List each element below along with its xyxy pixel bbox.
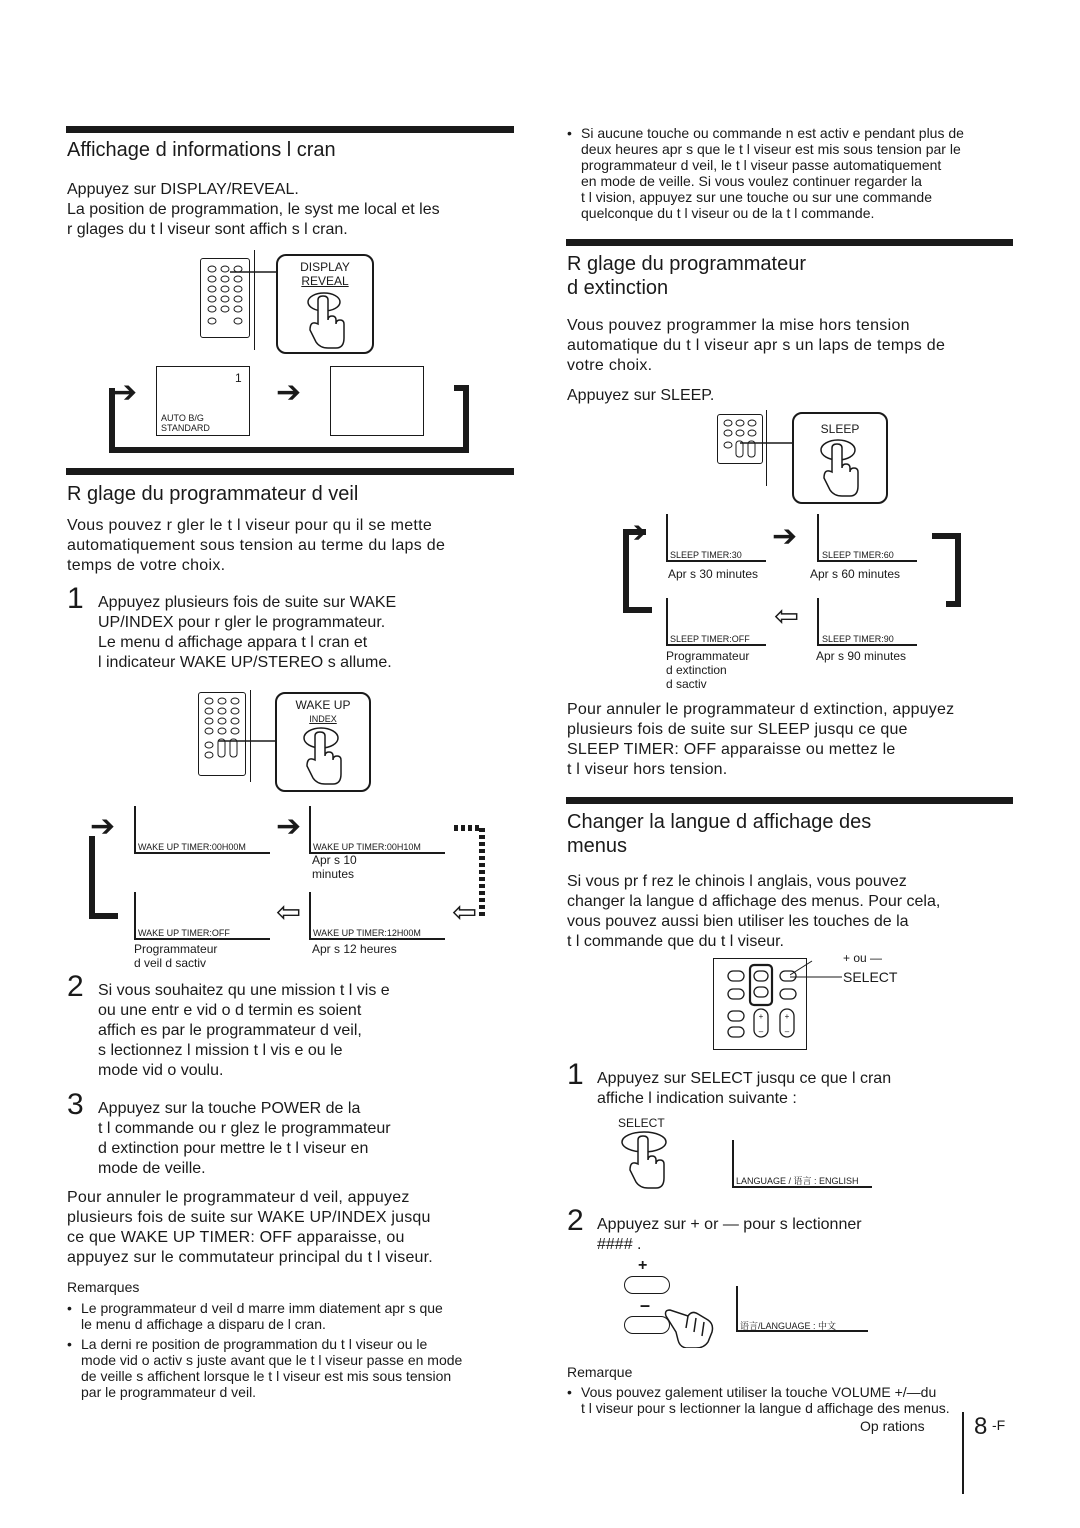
arrow-left-icon: ⇦ [276, 896, 302, 929]
footer-divider [962, 1412, 964, 1494]
pressing-hand-icon [816, 438, 866, 500]
timer-screen-base [134, 938, 270, 940]
section-rule [66, 126, 514, 133]
language-label: 语言/LANGUAGE : 中文 [740, 1321, 837, 1331]
timer-screen [134, 806, 136, 854]
svg-text:–: – [758, 1027, 764, 1036]
minus-sign: – [640, 1295, 651, 1315]
remote-illustration [198, 692, 246, 776]
page-suffix: -F [992, 1417, 1006, 1433]
arrow-right-icon: ➔ [276, 810, 302, 843]
footer-section-name: Op rations [860, 1418, 925, 1434]
timer-caption: Programmateur d extinction d sactiv [666, 649, 750, 691]
timer-screen-base [666, 644, 766, 646]
arrow-right-icon: ➔ [276, 376, 302, 409]
note-item: • Si aucune touche ou commande n est activ e pendant plus de deux heures apr s que le t l viseur est mis sous tension par le programmateur d veil, le t l viseur passe automatiquement en mode de veille. Si vous voulez continuer regarder la t l vision, appuyez sur une touche ou sur une commande quelconque du t l viseur ou de la t l commande. [567, 125, 964, 221]
tv-screen-blank [330, 366, 424, 436]
display-reveal-button-illustration: DISPLAY REVEAL [276, 254, 374, 354]
step-text: Appuyez plusieurs fois de suite sur WAKE UP/INDEX pour r gler le programmateur. Le menu d affichage appara t l cran et l indicateur WAKE UP/STEREO s allume. [98, 594, 397, 671]
section-title-display: Affichage d informations l cran [67, 139, 336, 161]
timer-screen [817, 598, 819, 646]
leader-line [740, 438, 796, 448]
arrow-right-icon: ➔ [622, 516, 648, 549]
page-number: 8 [974, 1413, 988, 1440]
plus-button-illustration [624, 1276, 670, 1294]
paragraph: Si vous pr f rez le chinois l anglais, vous pouvez changer la langue d affichage des menus. Pour cela, vous pouvez aussi bien utiliser les touches de la t l commande que du t l viseur. [567, 873, 941, 950]
language-screen-base [732, 1186, 872, 1188]
step-number: 2 [67, 970, 84, 1003]
arrow-left-icon: ⇦ [452, 896, 478, 929]
note-item: • Le programmateur d veil d marre imm diatement apr s que le menu d affichage a disparu de l cran. [67, 1300, 443, 1332]
remote-buttons-icon [199, 693, 245, 775]
select-button-label: SELECT [618, 1116, 665, 1130]
timer-label: WAKE UP TIMER:OFF [138, 928, 230, 938]
timer-screen-base [817, 644, 917, 646]
section-rule [566, 797, 1013, 804]
sleep-button-illustration: SLEEP [792, 412, 888, 504]
svg-text:+: + [784, 1012, 790, 1021]
timer-screen-base [666, 560, 766, 562]
notes-heading: Remarques [67, 1279, 140, 1295]
paragraph: Vous pouvez r gler le t l viseur pour qu il se mette automatiquement sous tension au terme du laps de temps de votre choix. [67, 517, 446, 574]
paragraph: Appuyez sur DISPLAY/REVEAL. La position de programmation, le syst me local et les r glages du t l viseur sont affich s l cran. [67, 181, 440, 238]
timer-screen-base [134, 852, 270, 854]
step-number: 1 [67, 582, 84, 615]
plus-sign: + [638, 1257, 648, 1274]
timer-screen-base [309, 938, 445, 940]
step-number: 3 [67, 1088, 84, 1121]
language-label: LANGUAGE / 语言 : ENGLISH [736, 1176, 859, 1186]
timer-screen [309, 806, 311, 854]
timer-screen [134, 892, 136, 940]
section-title-wakeup: R glage du programmateur d veil [67, 483, 359, 505]
timer-label: SLEEP TIMER:90 [822, 634, 894, 644]
step-text: Appuyez sur la touche POWER de la t l commande ou r glez le programmateur d extinction pour mettre le t l viseur en mode de veille. [98, 1100, 391, 1177]
timer-label: WAKE UP TIMER:00H10M [313, 842, 421, 852]
section-title-sleep: R glage du programmateur d extinction [567, 253, 807, 299]
pointing-hand-icon [664, 1300, 720, 1348]
arrow-right-icon: ➔ [112, 376, 138, 409]
section-rule [66, 468, 514, 475]
step-text: Appuyez sur SELECT jusqu ce que l cran affiche l indication suivante : [597, 1070, 892, 1107]
select-label: SELECT [843, 969, 898, 985]
timer-screen [666, 514, 668, 562]
arrow-right-icon: ➔ [90, 810, 116, 843]
step-number: 2 [567, 1204, 584, 1237]
language-screen [736, 1286, 738, 1332]
notes-list [67, 1300, 462, 1400]
arrow-left-icon: ⇦ [774, 600, 800, 633]
plus-minus-label: + ou — [843, 951, 883, 965]
pressing-hand-icon [299, 726, 349, 788]
timer-caption: Apr s 60 minutes [810, 567, 901, 581]
timer-label: WAKE UP TIMER:00H00M [138, 842, 246, 852]
step-text: Si vous souhaitez qu une mission t l vis e ou une entr e vid o d termin es soient affich es par le programmateur d veil, s lectionnez l mission t l vis e ou le mode vid o voulu. [98, 982, 390, 1079]
timer-caption: Apr s 30 minutes [668, 567, 759, 581]
step-number: 1 [567, 1058, 584, 1091]
timer-screen [666, 598, 668, 646]
tv-screen: 1 AUTO B/G STANDARD [156, 366, 250, 436]
timer-screen-base [817, 560, 917, 562]
paragraph: Vous pouvez programmer la mise hors tension automatique du t l viseur apr s un laps de temps de votre choix. [567, 317, 946, 374]
notes-heading: Remarque [567, 1364, 633, 1380]
paragraph: Pour annuler le programmateur d extinction, appuyez plusieurs fois de suite sur SLEEP jusqu ce que SLEEP TIMER: OFF apparaisse ou mettez le t l viseur hors tension. [567, 701, 955, 778]
arrow-right-icon: ➔ [772, 520, 798, 553]
timer-label: SLEEP TIMER:60 [822, 550, 894, 560]
wakeup-index-button-illustration: WAKE UP INDEX [275, 692, 371, 792]
section-title-language: Changer la langue d affichage des menus [567, 811, 872, 857]
step-text: Appuyez sur + or — pour s lectionner #### . [597, 1216, 862, 1253]
timer-label: SLEEP TIMER:30 [670, 550, 742, 560]
pressing-hand-icon [618, 1130, 674, 1198]
timer-caption: Apr s 10 minutes [312, 853, 357, 881]
timer-caption: Apr s 90 minutes [816, 649, 907, 663]
timer-label: SLEEP TIMER:OFF [670, 634, 750, 644]
pressing-hand-icon [302, 292, 352, 352]
note-item: • La derni re position de programmation du t l viseur ou le mode vid o activ s juste avant que le t l viseur passe en mode de veille s affichent lorsque le t l viseur est mis sous tension par le programmateur d veil. [67, 1336, 463, 1400]
leader-line [218, 736, 278, 746]
timer-caption: Programmateur d veil d sactiv [134, 942, 218, 970]
leader-line [790, 955, 846, 979]
leader-line [230, 262, 280, 282]
svg-text:+: + [758, 1012, 764, 1021]
language-screen [732, 1140, 734, 1188]
section-rule [566, 239, 1013, 246]
timer-caption: Apr s 12 heures [312, 942, 397, 956]
svg-text:–: – [784, 1027, 790, 1036]
note-item: • Vous pouvez galement utiliser la touche VOLUME +/—du t l viseur pour s lectionner la langue d affichage des menus. [567, 1384, 950, 1416]
divider [766, 410, 767, 486]
timer-screen [817, 514, 819, 562]
timer-label: WAKE UP TIMER:12H00M [313, 928, 421, 938]
paragraph: Pour annuler le programmateur d veil, appuyez plusieurs fois de suite sur WAKE UP/INDEX jusqu ce que WAKE UP TIMER: OFF apparaisse, ou appuyez sur le commutateur principal du t l viseur. [67, 1189, 433, 1266]
instruction: Appuyez sur SLEEP. [567, 387, 715, 404]
timer-screen [309, 892, 311, 940]
